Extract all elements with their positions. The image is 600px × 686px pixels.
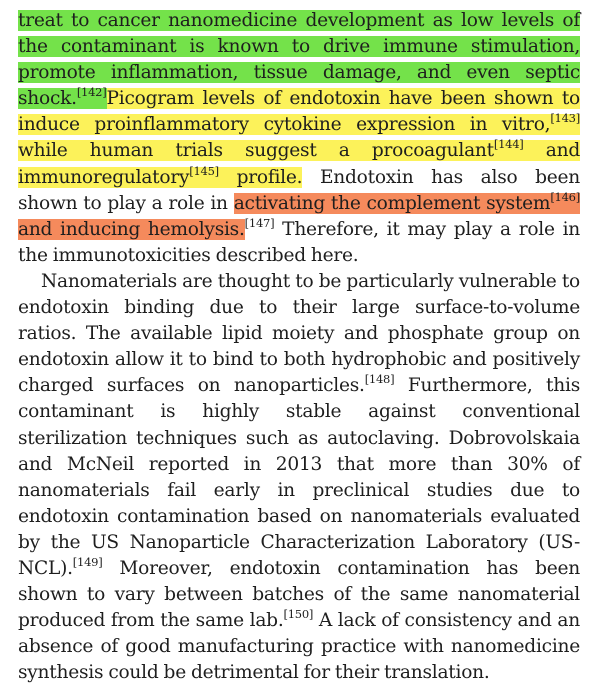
citation-145[interactable]: [145] [189, 163, 219, 178]
citation-147[interactable]: [147] [244, 215, 275, 230]
citation-142[interactable]: [142] [76, 85, 107, 100]
yellow-highlight-text-d: profile. [218, 166, 303, 188]
citation-146[interactable]: [146] [550, 189, 580, 204]
paragraph-nanomaterials [18, 269, 580, 686]
citation-150[interactable]: [150] [283, 607, 314, 622]
green-highlight-text: treat to cancer nanomedicine development as low levels of the contaminant is known to drive immune stimulation, promote inflammation, tissue damage, and even septic shock. [18, 10, 580, 110]
yellow-highlight-text-b: while human trials suggest a procoagulant [18, 140, 494, 162]
yellow-highlight-text-a: Picogram levels of endotoxin have been shown to induce proinflammatory cytokine expression in vitro, [18, 88, 580, 136]
paragraph2-text-c: Moreover, endotoxin contamination has been shown to vary between batches of the same nanomaterial produced from the same lab. [18, 557, 580, 632]
plain-text-b: Therefore, it may play a role in the immunotoxicities described here. [18, 218, 580, 266]
orange-highlight-text-b: and inducing hemolysis. [18, 218, 245, 240]
paragraph2-text-b: Furthermore, this contaminant is highly stable against conventional sterilization techniques such as autoclaving. Dobrovolskaia and McNeil reported in 2013 that more than 30% of nanomaterials fail early in preclinical studies due to endotoxin contamination based on nanomaterials evaluated by the US Nanoparticle Characterization Laboratory (US-NCL). [18, 375, 580, 579]
citation-143[interactable]: [143] [550, 111, 580, 126]
paragraph2-text-a: Nanomaterials are thought to be particularly vulnerable to endotoxin binding due to their large surface-to-volume ratios. The available lipid moiety and phosphate group on endotoxin allow it to bind to both hydrophobic and positively charged surfaces on nanoparticles. [18, 270, 580, 397]
paragraph-endotoxin-effects [18, 8, 580, 269]
citation-149[interactable]: [149] [72, 554, 103, 569]
yellow-highlight-text-c: and immunoregulatory [18, 140, 580, 188]
paragraph2-text-d: A lack of consistency and an absence of good manufacturing practice with nanomedicine synthesis could be detrimental for their translation. [18, 610, 580, 684]
plain-text-a: Endotoxin has also been shown to play a role in [18, 166, 580, 214]
citation-148[interactable]: [148] [364, 372, 395, 387]
orange-highlight-text-a: activating the complement system [233, 192, 551, 214]
citation-144[interactable]: [144] [493, 137, 524, 152]
